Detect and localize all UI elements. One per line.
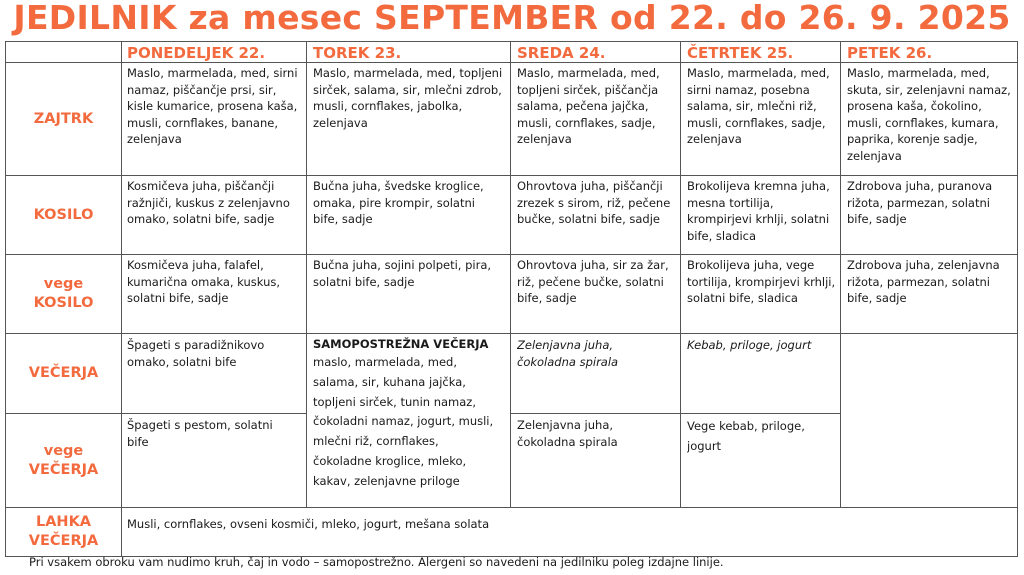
cell-vege-vecerja-wednesday: Zelenjavna juha, čokoladna spirala	[517, 418, 618, 449]
row-label-text: VEČERJA	[28, 461, 99, 478]
cell-kosilo-wednesday: Ohrovtova juha, piščančji zrezek s sirom, riž, pečene bučke, solatni bife, sadje	[517, 179, 671, 226]
cell-vecerja-wednesday: Zelenjavna juha, čokoladna spirala	[517, 338, 619, 369]
row-label-vege-kosilo	[6, 255, 121, 333]
cell-vege-kosilo-friday: Zdrobova juha, zelenjavna rižota, parmezan, solatni bife, sadje	[847, 258, 1000, 305]
row-label-kosilo	[6, 176, 121, 254]
row-label-text: LAHKA	[35, 514, 92, 530]
cell-vecerja-thursday: Kebab, priloge, jogurt	[687, 338, 812, 352]
cell-vege-kosilo-thursday: Brokolijeva juha, vege tortilija, krompirjevi krhlji, solatni bife, sladica	[687, 258, 836, 305]
samopostrezna-text: maslo, marmelada, med, salama, sir, kuhana jajčka, topljeni sirček, tunin namaz, čokoladni namaz, jogurt, musli, mlečni riž, cornflakes, čokoladne kroglice, mleko, kakav, zelenjavne priloge	[313, 355, 494, 488]
day-header-tuesday: TOREK 23.	[313, 44, 402, 62]
cell-kosilo-tuesday: Bučna juha, švedske kroglice, omaka, pire krompir, solatni bife, sadje	[313, 179, 484, 226]
cell-vecerja-monday: Špageti s paradižnikovo omako, solatni bife	[127, 338, 265, 369]
cell-samopostrezna-vecerja	[313, 336, 498, 506]
cell-vege-kosilo-tuesday: Bučna juha, sojini polpeti, pira, solatni bife, sadje	[313, 258, 492, 289]
row-label-text: KOSILO	[33, 206, 94, 223]
row-label-text: vege	[43, 276, 84, 292]
cell-zajtrk-thursday: Maslo, marmelada, med, sirni namaz, posebna salama, sir, mlečni riž, musli, cornflakes, sadje, zelenjava	[687, 66, 830, 146]
cell-vege-vecerja-monday: Špageti s pestom, solatni bife	[127, 418, 273, 449]
cell-kosilo-thursday: Brokolijeva kremna juha, mesna tortilija, krompirjevi krhlji, solatni bife, sladica	[687, 179, 830, 243]
row-label-zajtrk	[6, 63, 121, 175]
cell-zajtrk-monday: Maslo, marmelada, med, sirni namaz, piščančje prsi, sir, kisle kumarice, prosena kaša, musli, cornflakes, banane, zelenjava	[127, 66, 298, 146]
cell-kosilo-monday: Kosmičeva juha, piščančji ražnjiči, kuskus z zelenjavno omako, solatni bife, sadje	[127, 179, 290, 226]
cell-lahka-vecerja: Musli, cornflakes, ovseni kosmiči, mleko, jogurt, mešana solata	[127, 517, 490, 531]
cell-vege-kosilo-wednesday: Ohrovtova juha, sir za žar, riž, pečene bučke, solatni bife, sadje	[517, 258, 669, 305]
row-label-text: VEČERJA	[28, 365, 99, 381]
day-header-wednesday: SREDA 24.	[517, 44, 606, 62]
row-label-lahka-vecerja	[6, 508, 121, 556]
page-title: JEDILNIK za mesec SEPTEMBER od 22. do 26. 9. 2025	[13, 0, 1011, 37]
row-label-text: vege	[43, 442, 84, 459]
samopostrezna-heading: SAMOPOSTREŽNA VEČERJA	[313, 337, 489, 351]
footer-note: Pri vsakem obroku vam nudimo kruh, čaj in vodo – samopostrežno. Alergeni so navedeni na jedilniku poleg izdajne linije.	[29, 555, 724, 569]
cell-vege-kosilo-monday: Kosmičeva juha, falafel, kumarična omaka, kuskus, solatni bife, sadje	[127, 258, 281, 305]
row-label-vecerja	[6, 334, 121, 413]
cell-zajtrk-wednesday: Maslo, marmelada, med, topljeni sirček, piščančja salama, pečena jajčka, musli, cornflakes, sadje, zelenjava	[517, 66, 660, 146]
row-label-text: KOSILO	[33, 295, 94, 311]
row-label-text: VEČERJA	[28, 533, 99, 549]
cell-zajtrk-friday: Maslo, marmelada, med, skuta, sir, zelenjavni namaz, prosena kaša, čokolino, musli, cornflakes, kumara, paprika, korenje sadje, zelenjava	[847, 66, 1011, 163]
cell-vege-vecerja-thursday: Vege kebab, priloge, jogurt	[687, 419, 805, 453]
day-header-thursday: ČETRTEK 25.	[687, 44, 794, 62]
cell-kosilo-friday: Zdrobova juha, puranova rižota, parmezan, solatni bife, sadje	[847, 179, 993, 226]
day-header-monday: PONEDELJEK 22.	[127, 44, 266, 62]
cell-zajtrk-tuesday: Maslo, marmelada, med, topljeni sirček, salama, sir, mlečni zdrob, musli, cornflakes, jabolka, zelenjava	[313, 66, 503, 130]
row-label-vege-vecerja	[6, 414, 121, 507]
row-label-text: ZAJTRK	[33, 110, 94, 127]
day-header-friday: PETEK 26.	[847, 44, 933, 62]
